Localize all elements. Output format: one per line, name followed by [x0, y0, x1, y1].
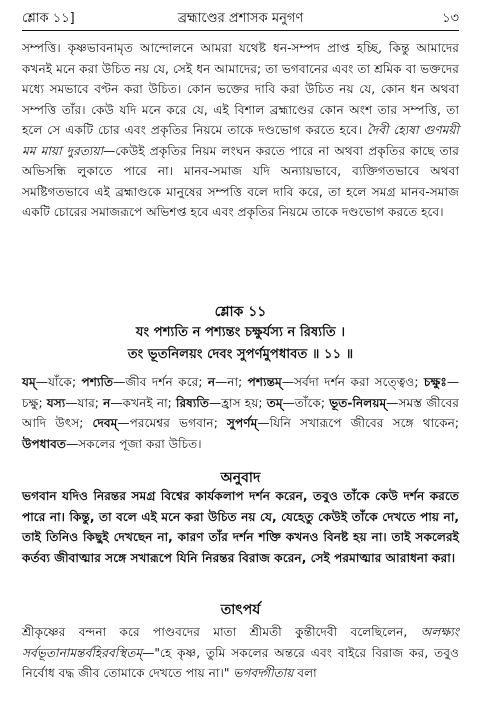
- purport-text: শ্রীকৃষ্ণের বন্দনা করে পাণ্ডবদের মাতা শ্রীমতী কুন্তীদেবী বলেছিলেন,: [22, 625, 408, 639]
- synonym-word: ভূত-নিলয়ম্: [329, 395, 387, 410]
- gita-quote: দৈবী হ্যেষা গুণময়ী মম মায়া দুরত্যয়া: [22, 123, 460, 158]
- synonym-meaning: —যাঁকে;: [35, 375, 82, 389]
- bhagavatam-quote: অলক্ষ্যং সর্বভূতানামন্তর্বহিরবস্থিতম্: [22, 625, 459, 660]
- synonym-word: যম্: [22, 375, 36, 389]
- purport-heading: তাৎপর্য: [220, 602, 261, 618]
- synonym-meaning: —না;: [215, 375, 248, 389]
- translation-text: ভগবান যদিও নিরন্তর সমগ্র বিশ্বের কার্যকলাপ দর্শন করেন, তবুও তাঁকে কেউ দর্শন করতে পারে না। কিন্তু, তা বলে এই মনে করা উচিত নয় যে, যেহেতু কেউই তাঁকে দেখতে পায় না, তাই তিনিও কিছুই দেখছেন না, কারণ তাঁর দর্শন শক্তি কখনও বিনষ্ট হয় না। তাই সকলেরই কর্তব্য জীবাত্মার সঙ্গে সখারূপে যিনি নিরন্তর বিরাজ করেন, সেই পরমাত্মার আরাধনা করা।: [22, 489, 459, 565]
- word-synonyms: [22, 372, 459, 454]
- synonym-word: ন: [103, 395, 111, 410]
- header-verse-ref: শ্লোক ১১]: [22, 10, 75, 26]
- synonym-word: পশ্যন্তম্: [247, 375, 282, 389]
- synonym-meaning: —যিনি সখারূপে জীবের সঙ্গে থাকেন;: [257, 416, 459, 430]
- synonym-meaning: —হ্রাস হয়;: [209, 395, 267, 410]
- synonym-meaning: —সকলের পূজা করা উচিত।: [66, 436, 202, 451]
- synonym-word: সুপর্ণম্: [226, 416, 258, 430]
- synonym-meaning: —সর্বদা দর্শন করা সত্ত্বেও;: [281, 375, 424, 389]
- synonym-word: পশ্যতি: [81, 375, 114, 389]
- paragraph-text-cont: —কেউই প্রকৃতির নিয়ম লংঘন করতে পারে না অথবা প্রকৃতির কাছে তার অভিসন্ধি লুকাতে পারে না। মানব-সমাজ যদি অন্যায়ভাবে, ব্যক্তিগতভাবে অথবা সমষ্টিগতভাবে এই ব্রহ্মাণ্ডকে মানুষের সম্পত্তি বলে দাবি করে, তা হলে সমগ্র মানব-সমাজ একটি চোরের সমাজরূপে অভিশপ্ত হবে এবং প্রকৃতির নিয়মে তাকে দণ্ডভোগ করতে হবে।: [22, 143, 459, 219]
- header-chapter-title: ব্রহ্মাণ্ডের প্রশাসক মনুগণ: [177, 10, 304, 26]
- synonym-word: উপধাবত: [22, 436, 67, 451]
- synonym-word: রিষ্যতি: [175, 395, 210, 410]
- synonym-meaning: —চক্ষু;: [22, 375, 460, 410]
- synonym-word: দেবম্: [92, 416, 118, 430]
- synonym-meaning: —কখনই না;: [110, 395, 176, 410]
- translation-heading: অনুবাদ: [220, 470, 261, 486]
- purport-text-end: বলা: [297, 666, 317, 680]
- synonym-meaning: —জীব দর্শন করে;: [113, 375, 208, 389]
- synonym-word: তম্: [266, 395, 283, 410]
- verse-block: [22, 300, 459, 366]
- purport-paragraph: [22, 622, 459, 684]
- purport-text-cont: —"হে কৃষ্ণ, তুমি সকলের অন্তরে এবং বাইরে বিরাজ কর, তবুও নির্বোধ বদ্ধ জীব তোমাকে দেখতে পায় না।": [22, 645, 459, 680]
- synonym-meaning: —যার;: [65, 395, 104, 410]
- gita-reference: ভগবদ্গীতায়: [233, 666, 294, 680]
- synonym-word: চক্ষুঃ: [423, 375, 447, 389]
- synonym-word: যস্য: [46, 395, 66, 410]
- synonym-meaning: —তাঁকে;: [282, 395, 330, 410]
- running-header: [22, 8, 459, 31]
- verse-heading: শ্লোক ১১: [214, 304, 267, 320]
- continued-purport-paragraph: [22, 38, 459, 223]
- verse-line-1: যং পশ্যতি ন পশ্যন্তং চক্ষুর্যস্য ন রিষ্যতি ।: [135, 325, 346, 340]
- verse-line-2: তং ভূতনিলয়ং দেবং সুপর্ণমুপধাবত ॥ ১১ ॥: [127, 347, 354, 362]
- synonym-meaning: —সমস্ত জীবের আদি উৎস;: [22, 395, 459, 430]
- paragraph-text: সম্পত্তি। কৃষ্ণভাবনামৃত আন্দোলনে আমরা যথেষ্ট ধন-সম্পদ প্রাপ্ত হচ্ছি, কিন্তু আমাদের কখনই মনে করা উচিত নয় যে, সেই ধন আমাদের; তা ভগবানের এবং তা শ্রমিক বা ভক্তদের মধ্যে সমভাবে বণ্টন করা উচিত। কোন ভক্তের দাবি করা উচিত নয় যে, কোন ধন অথবা সম্পত্তি তাঁর। কেউ যদি মনে করে যে, এই বিশাল ব্রহ্মাণ্ডের কোন অংশ তার সম্পত্তি, তা হলে সে একটি চোর এবং প্রকৃতির নিয়মে তাকে দণ্ডভোগ করতে হবে।: [22, 41, 459, 137]
- synonym-meaning: —পরমেশ্বর ভগবান;: [117, 416, 227, 430]
- page-number: ১৩: [442, 10, 459, 26]
- synonym-word: ন: [207, 375, 216, 389]
